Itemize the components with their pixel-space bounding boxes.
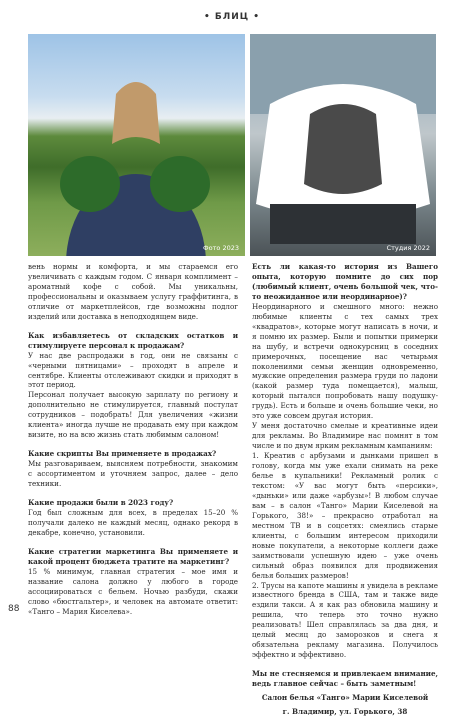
paragraph: вень нормы и комфорта, и мы стараемся его увеличивать с каждым годом. С января комплимент – ароматный кофе с собой. Мы уникальны, профессиональны и оказываем услугу граффитинга, в отличие от маркетплейсов, где возможны подлог изделий или доставка в неподходящем виде.: [28, 262, 238, 321]
photo-woman-with-watermelons: [28, 34, 245, 256]
paragraph: У меня достаточно смелые и креативные идеи для рекламы. Во Владимире нас помнят в том числе и по двум ярким рекламным кампаниям:: [252, 421, 438, 451]
article-column-right: [252, 262, 438, 717]
paragraph: Неординарного и смешного много: нежно любимые клиенты с тех самых трех «квадратов», которые могут написать в ночи, и я помню их размер. Были и попытки примерки на шубу, и встречи однокурсниц в соседних примерочных, посещение нас четырьмя поколениями семьи женщин одновременно, мужские определения размера груди по ладони (какой размер туда помещается), малыш, который пытался попробовать нашу подушку-грудь). Есть и больше и очень большие чеки, но это уже совсем другая история.: [252, 301, 438, 421]
question-heading: Какие стратегии маркетинга Вы применяете и какой процент бюджета тратите на маркетинг?: [28, 546, 238, 566]
paragraph: Год был сложным для всех, в пределах 15–20 % получали далеко не каждый месяц, однако рекорд в декабре, конечно, установили.: [28, 507, 238, 537]
question-heading: Мы не стесняемся и привлекаем внимание, ведь главное сейчас – быть заметным!: [252, 669, 438, 689]
question-heading: Как избавляетесь от складских остатков и стимулируете персонал к продажам?: [28, 330, 238, 350]
question-heading: Какие продажи были в 2023 году?: [28, 498, 174, 508]
photo-car-with-lingerie: [250, 34, 436, 256]
paragraph: 1. Креатив с арбузами и дынками пришел в голову, когда мы уже ехали снимать на реке белье в купальники! Рекламный ролик с текстом: «У вас могут быть «персики», «дыньки» или даже «арбузы»! В любом случае вам – в салон «Танго» Марии Киселевой на Горького, 38!» – прекрасно отработал на местном ТВ и в соцсетях: смеялись старые клиенты, с большим интересом приходили новые покупатели, а некоторые коллеги даже заимствовали успешную идею – уже очень сильный образ появился для продвижения белья больших размеров!: [252, 451, 438, 580]
paragraph: Персонал получает высокую зарплату по региону и дополнительно не стимулируется, главный постулат сотрудников – подобрать! Для увеличения «жизни клиента» иногда лучше не продавать ему при каждом визите, но на всю жизнь стать любимым салоном!: [28, 390, 238, 440]
photo-caption-left: Фото 2023: [203, 244, 239, 252]
signature-line: г. Владимир, ул. Горького, 38: [282, 706, 408, 716]
question-heading: Есть ли какая-то история из Вашего опыта, которую помните до сих пор (любимый клиент, очень большой чек, что-то неожиданное или неординарное)?: [252, 262, 438, 301]
photo-caption-right: Студия 2022: [386, 244, 430, 252]
signature-line: Салон белья «Танго» Марии Киселевой: [261, 693, 429, 703]
page-number: 88: [8, 604, 20, 614]
photo-illustration: [250, 34, 436, 256]
paragraph: У нас две распродажи в год, они не связаны с «черными пятницами» – проходят в апреле и сентябре. Клиенты отслеживают скидки и приходят в этот период.: [28, 350, 238, 390]
question-heading: Какие скрипты Вы применяете в продажах?: [28, 449, 217, 459]
article-column-left: [28, 262, 238, 617]
photo-illustration: [28, 34, 245, 256]
paragraph: Мы разговариваем, выясняем потребности, знакомим с ассортиментом и уточняем запрос, далее – дело техники.: [28, 459, 238, 489]
paragraph: 2. Трусы на капоте машины я увидела в рекламе известного бренда в США, там и также виде ездили такси. А я как раз обновила машину и решила, что теперь это точно нужно реализовать! Шел справлялась за два дня, и целый месяц до заморозков и снега я обязательна рекламу магазина. Получилось эффектно и эффективно.: [252, 580, 438, 660]
section-header: • БЛИЦ •: [204, 12, 260, 22]
paragraph: 15 % минимум, главная стратегия – мое имя и название салона должно у любого в городе ассоциироваться с бельем. Ночью разбуди, скажи слово «бюстгальтер», и человек на автомате ответит: «Танго – Мария Киселева».: [28, 566, 238, 616]
